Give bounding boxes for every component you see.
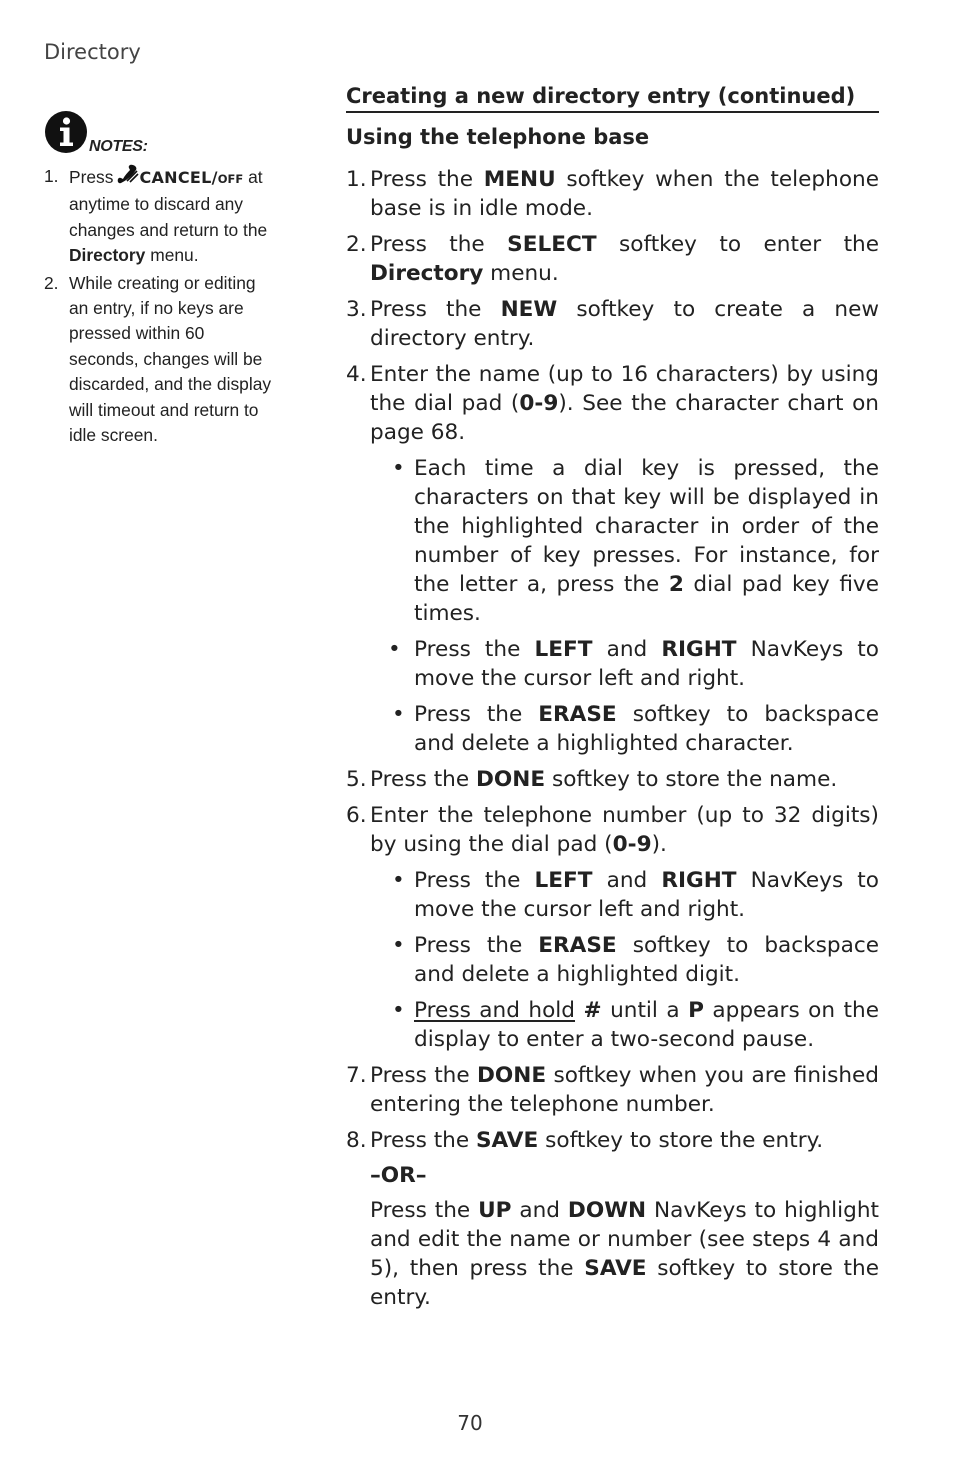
key-label: LEFT [534, 637, 593, 662]
bullet-text: Press the [414, 933, 539, 958]
bullet-dot: • [392, 998, 405, 1023]
key-label: NEW [500, 297, 558, 322]
key-label: P [688, 998, 704, 1023]
note-text-bold: Directory [69, 245, 146, 266]
step-number: 6. [346, 803, 367, 828]
key-label: DOWN [567, 1198, 647, 1223]
phone-handset-icon [115, 164, 139, 184]
step-text: NavKeys to highlight and edit the name or number (see steps 4 and 5), then press the [370, 1198, 880, 1281]
step-text: softkey when the telephone base is in idle mode. [370, 167, 880, 221]
step-item [346, 360, 879, 758]
cancel-key-label: CANCEL/ [139, 168, 218, 187]
step-text: Press the [370, 297, 501, 322]
bullet-text: Press the [414, 637, 535, 662]
off-key-label: OFF [217, 172, 244, 186]
bullet-text: appears on the display to enter a two-second pause. [414, 998, 879, 1052]
section-subtitle: Using the telephone base [346, 125, 650, 149]
bullet-dot: • [392, 702, 405, 727]
step-text: ). See the character chart on page 68. [370, 391, 879, 445]
step-number: 3. [346, 297, 367, 322]
key-label: RIGHT [661, 868, 737, 893]
key-label: UP [478, 1198, 512, 1223]
bullet-text: and [592, 637, 662, 662]
step-text: softkey to store the entry. [538, 1128, 824, 1153]
step-item [346, 1061, 879, 1119]
step-number: 1. [346, 167, 367, 192]
note-text-post: menu. [150, 245, 199, 266]
page-title: Creating a new directory entry (continued) [346, 82, 879, 113]
bullet-text: Press the [414, 868, 535, 893]
step-item [346, 1126, 879, 1312]
notes-title: NOTES: [89, 138, 148, 155]
bullet-dot: • [392, 868, 405, 893]
step-item [346, 765, 879, 794]
step-number: 2. [346, 232, 367, 257]
bullet-text: dial pad key five times. [414, 572, 879, 626]
step-item [346, 230, 879, 288]
step-number: 5. [346, 767, 367, 792]
bullet-text: NavKeys to move the cursor left and right. [414, 868, 879, 922]
bullet-list [370, 866, 879, 1054]
key-label: ERASE [538, 933, 617, 958]
note-text: While creating or editing an entry, if no keys are pressed within 60 seconds, changes will be discarded, and the display will timeout and return to idle screen. [69, 272, 272, 446]
step-text: softkey to store the name. [545, 767, 838, 792]
notes-list [44, 164, 276, 448]
step-text: Press the [370, 232, 508, 257]
step-text: Enter the name (up to 16 characters) by using the dial pad ( [370, 362, 879, 416]
key-label: RIGHT [661, 637, 737, 662]
bullet-text: softkey to backspace and delete a highlighted digit. [414, 933, 879, 987]
key-label: DONE [477, 1063, 547, 1088]
step-text: ). [651, 832, 667, 857]
step-text: menu. [483, 261, 559, 286]
step-item [346, 801, 879, 1054]
bullet-item [370, 996, 879, 1054]
key-label: SELECT [507, 232, 597, 257]
bullet-dot: • [392, 933, 405, 958]
step-text: Press the [370, 1063, 477, 1088]
step-number: 7. [346, 1063, 367, 1088]
step-text: Press the [370, 167, 484, 192]
step-text: Press the [370, 1198, 479, 1223]
key-label: MENU [483, 167, 556, 192]
note-item [44, 164, 276, 269]
note-number: 1. [44, 166, 59, 186]
or-separator: –OR– [370, 1163, 427, 1188]
note-item [44, 271, 276, 449]
bullet-item [370, 700, 879, 758]
bullet-item [370, 931, 879, 989]
step-number: 8. [346, 1128, 367, 1153]
key-label: 2 [668, 572, 684, 597]
key-label: 0-9 [519, 391, 559, 416]
bullet-text: Each time a dial key is pressed, the characters on that key will be displayed in the highlighted character in order of the number of key presses. For instance, for the letter a, press the [414, 456, 879, 597]
note-text-mid: at anytime to discard any changes and return to the [69, 167, 268, 240]
page-number: 70 [457, 1411, 483, 1435]
menu-label: Directory [370, 261, 484, 286]
section-header: Directory [44, 40, 141, 64]
notes-panel [44, 108, 276, 448]
alternative-text [370, 1196, 879, 1312]
key-label: # [583, 998, 602, 1023]
main-content [346, 82, 879, 1319]
key-label: DONE [476, 767, 546, 792]
step-text: softkey when you are finished entering the telephone number. [370, 1063, 879, 1117]
bullet-text [575, 998, 583, 1023]
key-label: ERASE [538, 702, 617, 727]
step-text: softkey to create a new directory entry. [370, 297, 880, 351]
key-label: LEFT [534, 868, 593, 893]
steps-list [346, 165, 879, 1312]
bullet-text: NavKeys to move the cursor left and right. [414, 637, 879, 691]
step-text: Press the [370, 1128, 476, 1153]
bullet-item [370, 635, 879, 693]
bullet-text: softkey to backspace and delete a highlighted character. [414, 702, 879, 756]
bullet-text: Press the [414, 702, 539, 727]
step-text: softkey to enter the [596, 232, 880, 257]
bullet-dot: • [392, 456, 405, 481]
note-number: 2. [44, 272, 59, 293]
key-label: SAVE [476, 1128, 539, 1153]
bullet-text: and [592, 868, 662, 893]
step-text: and [511, 1198, 568, 1223]
notes-header [44, 108, 276, 154]
bullet-list [370, 454, 879, 758]
info-icon [44, 110, 88, 154]
bullet-item [370, 454, 879, 628]
step-text: Enter the telephone number (up to 32 digits) by using the dial pad ( [370, 803, 879, 857]
key-label: SAVE [584, 1256, 647, 1281]
key-label: 0-9 [612, 832, 652, 857]
step-item [346, 295, 879, 353]
bullet-item [370, 866, 879, 924]
step-text: softkey to store the entry. [370, 1256, 879, 1310]
step-item [346, 165, 879, 223]
note-text-pre: Press [69, 167, 114, 187]
underlined-text: Press and hold [414, 998, 576, 1023]
bullet-dot: • [388, 637, 401, 662]
step-text: Press the [370, 767, 476, 792]
bullet-text: until a [601, 998, 689, 1023]
step-number: 4. [346, 362, 367, 387]
